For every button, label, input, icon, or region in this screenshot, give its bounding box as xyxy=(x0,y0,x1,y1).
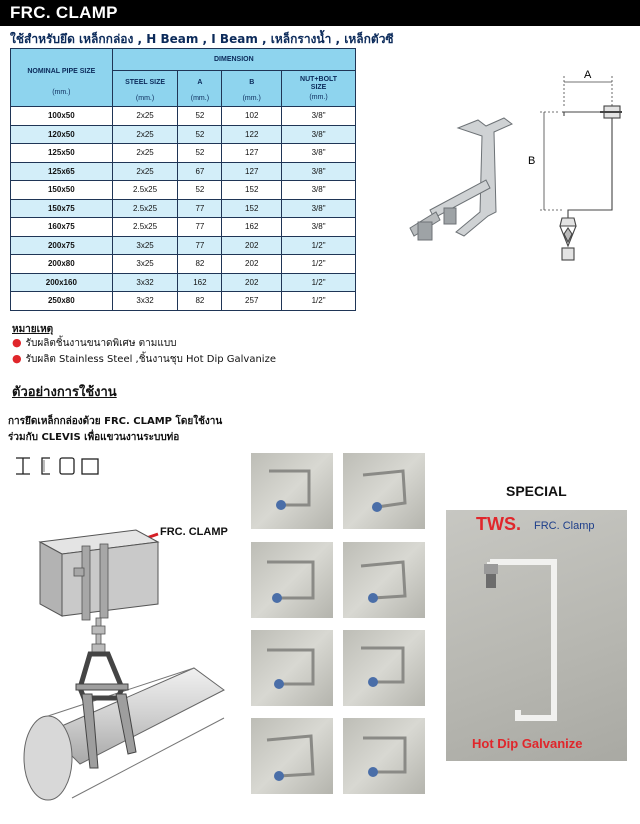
i-beam-icon xyxy=(16,458,30,474)
pipe-size-cell: 125x65 xyxy=(11,162,113,181)
clamp-photo-8-icon xyxy=(343,718,425,794)
brand-logo: TWS. xyxy=(476,514,521,534)
table-row xyxy=(11,199,356,218)
bullet-icon: ● xyxy=(12,336,22,349)
special-label: SPECIAL xyxy=(506,483,567,499)
bolt-size-cell: 3/8" xyxy=(282,125,356,144)
header-bolt-label: NUT+BOLT SIZE xyxy=(300,76,338,91)
steel-size-cell: 2x25 xyxy=(112,162,178,181)
dim-b-cell: 257 xyxy=(222,292,282,311)
bolt-size-cell: 3/8" xyxy=(282,162,356,181)
square-tube-icon xyxy=(82,459,98,474)
bolt-size-cell: 3/8" xyxy=(282,107,356,126)
dimension-b-label: B xyxy=(528,155,536,167)
steel-size-cell: 3x25 xyxy=(112,236,178,255)
dim-b-cell: 152 xyxy=(222,181,282,200)
table-row xyxy=(11,218,356,237)
pipe-size-cell: 160x75 xyxy=(11,218,113,237)
bolt-size-cell: 3/8" xyxy=(282,144,356,163)
header-a xyxy=(178,71,222,107)
clamp-photo-2-icon xyxy=(343,453,425,529)
product-photo-5 xyxy=(251,630,333,706)
bolt-size-cell: 1/2" xyxy=(282,273,356,292)
header-steel-label: STEEL SIZE xyxy=(125,79,166,86)
usage-description-2: ร่วมกับ CLEVIS เพื่อแขวนงานระบบท่อ xyxy=(8,432,180,443)
bolt-size-cell: 1/2" xyxy=(282,236,356,255)
bolt-size-cell: 3/8" xyxy=(282,181,356,200)
bolt-size-cell: 1/2" xyxy=(282,292,356,311)
clamp-photo-3-icon xyxy=(251,542,333,618)
dim-a-cell: 77 xyxy=(178,199,222,218)
dim-b-cell: 102 xyxy=(222,107,282,126)
header-steel-unit: (mm.) xyxy=(135,95,155,102)
dim-a-cell: 162 xyxy=(178,273,222,292)
table-row xyxy=(11,255,356,274)
header-b-label: B xyxy=(249,79,255,86)
steel-size-cell: 3x25 xyxy=(112,255,178,274)
header-pipe-size xyxy=(11,49,113,107)
dim-b-cell: 127 xyxy=(222,144,282,163)
pipe-size-cell: 100x50 xyxy=(11,107,113,126)
dim-a-cell: 52 xyxy=(178,144,222,163)
rectangular-beam xyxy=(40,530,158,616)
pipe-size-cell: 120x50 xyxy=(11,125,113,144)
dim-b-cell: 152 xyxy=(222,199,282,218)
pipe-hanger-illustration xyxy=(18,518,238,818)
pipe-size-cell: 200x80 xyxy=(11,255,113,274)
dim-a-cell: 77 xyxy=(178,218,222,237)
header-dimension: DIMENSION xyxy=(112,49,355,71)
steel-size-cell: 2x25 xyxy=(112,144,178,163)
dimension-a-label: A xyxy=(584,69,592,81)
header-bolt-unit: (mm.) xyxy=(309,94,328,101)
c-channel-icon xyxy=(42,458,50,474)
dimension-lines xyxy=(540,76,612,210)
steel-size-cell: 2x25 xyxy=(112,125,178,144)
note-item-2 xyxy=(12,352,276,367)
header-pipe-label: NOMINAL PIPE SIZE xyxy=(27,67,96,75)
clamp-photo-7-icon xyxy=(251,718,333,794)
steel-size-cell: 3x32 xyxy=(112,292,178,311)
dim-a-cell: 82 xyxy=(178,292,222,311)
steel-size-cell: 2.5x25 xyxy=(112,199,178,218)
pipe-size-cell: 150x50 xyxy=(11,181,113,200)
dim-b-cell: 122 xyxy=(222,125,282,144)
product-photo-7 xyxy=(251,718,333,794)
clamp-photo-5-icon xyxy=(251,630,333,706)
hollow-box-icon xyxy=(60,458,74,474)
page-title: FRC. CLAMP xyxy=(10,3,118,22)
usage-heading: ตัวอย่างการใช้งาน xyxy=(12,385,117,400)
table-row xyxy=(11,162,356,181)
product-photo-3 xyxy=(251,542,333,618)
product-photo-8 xyxy=(343,718,425,794)
header-b xyxy=(222,71,282,107)
clamp-photo-6-icon xyxy=(343,630,425,706)
table-row xyxy=(11,125,356,144)
dim-b-cell: 202 xyxy=(222,255,282,274)
pipe-size-cell: 250x80 xyxy=(11,292,113,311)
product-photo-4 xyxy=(343,542,425,618)
pipe-size-cell: 125x50 xyxy=(11,144,113,163)
note-text-1: รับผลิตชิ้นงานขนาดพิเศษ ตามแบบ xyxy=(25,338,177,349)
dim-b-cell: 202 xyxy=(222,273,282,292)
table-row xyxy=(11,181,356,200)
clamp-photo-4-icon xyxy=(343,542,425,618)
product-photo-6 xyxy=(343,630,425,706)
steel-size-cell: 2x25 xyxy=(112,107,178,126)
dim-b-cell: 162 xyxy=(222,218,282,237)
steel-size-cell: 2.5x25 xyxy=(112,181,178,200)
table-row xyxy=(11,144,356,163)
finish-label: Hot Dip Galvanize xyxy=(472,736,583,751)
table-row xyxy=(11,292,356,311)
table-row xyxy=(11,273,356,292)
title-bar xyxy=(0,0,640,26)
clamp-3d-view xyxy=(410,118,512,240)
clamp-front-view xyxy=(560,106,622,260)
pipe-size-cell: 200x75 xyxy=(11,236,113,255)
header-steel-size xyxy=(112,71,178,107)
product-name: FRC. Clamp xyxy=(534,520,595,532)
header-bolt xyxy=(282,71,356,107)
dim-b-cell: 127 xyxy=(222,162,282,181)
notes-heading: หมายเหตุ xyxy=(12,324,54,335)
header-a-unit: (mm.) xyxy=(190,95,210,102)
note-text-2: รับผลิต Stainless Steel ,ชิ้นงานชุบ Hot Dip Galvanize xyxy=(25,354,276,365)
header-b-unit: (mm.) xyxy=(242,95,261,102)
usage-subtitle: ใช้สำหรับยึด เหล็กกล่อง , H Beam , I Beam , เหล็กรางน้ำ , เหล็กตัวซี xyxy=(10,32,394,46)
bullet-icon: ● xyxy=(12,352,22,365)
dim-a-cell: 82 xyxy=(178,255,222,274)
note-item-1 xyxy=(12,336,177,351)
bolt-size-cell: 3/8" xyxy=(282,218,356,237)
pipe-size-cell: 200x160 xyxy=(11,273,113,292)
header-pipe-unit: (mm.) xyxy=(52,88,71,96)
header-a-label: A xyxy=(197,79,203,86)
usage-description-1: การยึดเหล็กกล่องด้วย FRC. CLAMP โดยใช้งาน xyxy=(8,416,223,427)
clamp-technical-drawing xyxy=(400,60,640,280)
bolt-size-cell: 3/8" xyxy=(282,199,356,218)
steel-size-cell: 2.5x25 xyxy=(112,218,178,237)
pipe-size-cell: 150x75 xyxy=(11,199,113,218)
steel-size-cell: 3x32 xyxy=(112,273,178,292)
dim-a-cell: 67 xyxy=(178,162,222,181)
frc-clamp-callout: FRC. CLAMP xyxy=(160,526,228,538)
dim-a-cell: 52 xyxy=(178,181,222,200)
galvanized-clamp-icon xyxy=(446,510,627,761)
table-row xyxy=(11,107,356,126)
clamp-photo-1-icon xyxy=(251,453,333,529)
table-row xyxy=(11,236,356,255)
dimension-table xyxy=(10,48,356,311)
bolt-size-cell: 1/2" xyxy=(282,255,356,274)
product-photo-1 xyxy=(251,453,333,529)
threaded-rod xyxy=(92,618,105,654)
special-product-photo xyxy=(446,510,627,761)
dim-a-cell: 52 xyxy=(178,125,222,144)
dim-a-cell: 77 xyxy=(178,236,222,255)
product-photo-2 xyxy=(343,453,425,529)
dim-b-cell: 202 xyxy=(222,236,282,255)
beam-profile-icons xyxy=(14,456,104,476)
dim-a-cell: 52 xyxy=(178,107,222,126)
